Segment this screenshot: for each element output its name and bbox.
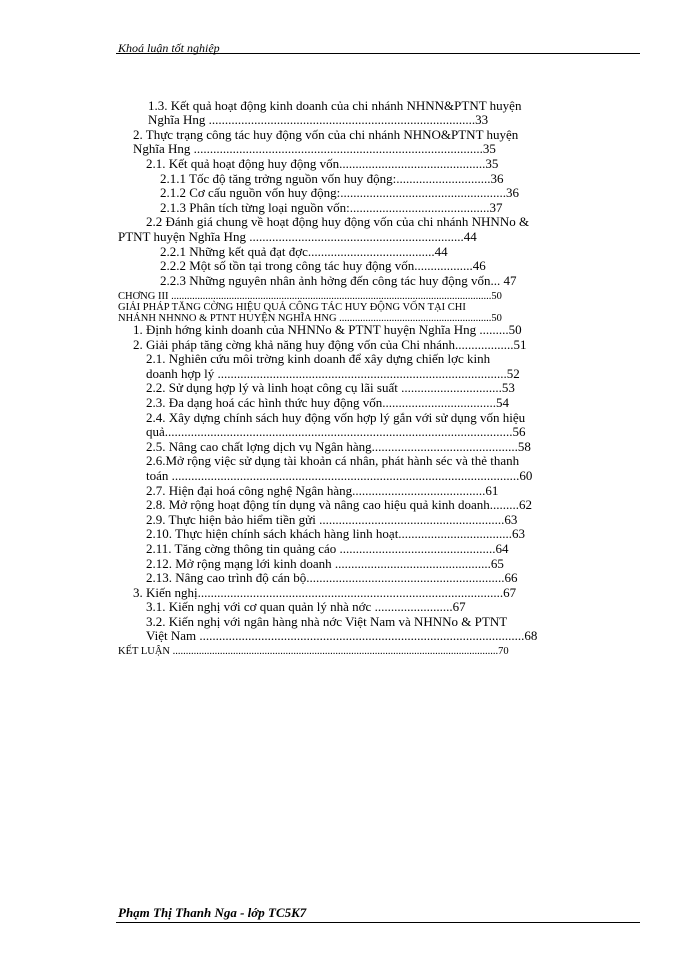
toc-line: 2. Thực trạng công tác huy động vốn của chi nhánh NHNO&PTNT huyện [133, 127, 519, 142]
toc-line: 2.2.2 Một số tồn tại trong công tác huy động vốn..................46 [160, 258, 486, 273]
toc-line: 2.11. Tăng cờng thông tin quảng cáo ................................................64 [146, 541, 509, 556]
toc-line: 2.2.3 Những nguyên nhân ảnh hởng đến công tác huy động vốn... 47 [160, 273, 517, 288]
toc-line: PTNT huyện Nghĩa Hng ..................................................................44 [118, 229, 477, 244]
toc-line: KẾT LUẬN ............................................................................................................................70 [118, 646, 509, 657]
toc-line: 2.10. Thực hiện chính sách khách hàng linh hoạt...................................63 [146, 526, 526, 541]
header-rule [116, 53, 640, 54]
toc-line: 3.1. Kiến nghị với cơ quan quản lý nhà nớc ........................67 [146, 599, 466, 614]
toc-line: Nghĩa Hng ..................................................................................33 [148, 112, 489, 127]
toc-line: doanh hợp lý .........................................................................................52 [146, 366, 520, 381]
toc-line: CHƠNG III ..........................................................................................................................50 [118, 291, 502, 302]
toc-line: 2.1. Kết quả hoạt động huy động vốn.............................................35 [146, 156, 499, 171]
toc-line: 1.3. Kết quả hoạt động kinh doanh của chi nhánh NHNN&PTNT huyện [148, 98, 522, 113]
toc-line: Việt Nam ....................................................................................................68 [146, 628, 538, 643]
toc-line: 2.6.Mở rộng việc sử dụng tài khoản cá nhân, phát hành séc và thẻ thanh [146, 453, 520, 468]
toc-line: 2.5. Nâng cao chất lợng dịch vụ Ngân hàng.............................................58 [146, 439, 531, 454]
toc-line: NHÁNH NHNNO & PTNT HUYỆN NGHĨA HNG ..........................................................50 [118, 313, 502, 324]
toc-line: 2.2. Sử dụng hợp lý và linh hoạt công cụ lãi suất ...............................53 [146, 380, 515, 395]
toc-line: quả...........................................................................................................56 [146, 424, 526, 439]
toc-line: 2. Giải pháp tăng cờng khả năng huy động vốn của Chi nhánh..................51 [133, 337, 527, 352]
toc-line: 2.7. Hiện đại hoá công nghệ Ngân hàng.........................................61 [146, 483, 499, 498]
toc-line: 2.2.1 Những kết quả đạt đợc.......................................44 [160, 244, 448, 259]
footer-rule [116, 922, 640, 923]
toc-line: Nghĩa Hng .........................................................................................35 [133, 141, 496, 156]
toc-line: 2.1.1 Tốc độ tăng trởng nguồn vốn huy động:.............................36 [160, 171, 504, 186]
toc-line: 2.2 Đánh giá chung về hoạt động huy động vốn của chi nhánh NHNNo & [146, 214, 530, 229]
toc-line: 2.1.2 Cơ cấu nguồn vốn huy động:...................................................36 [160, 185, 519, 200]
toc-line: GIẢI PHÁP TĂNG CỜNG HIỆU QUẢ CÔNG TÁC HUY ĐỘNG VỐN TẠI CHI [118, 302, 466, 313]
toc-line: 2.9. Thực hiện bảo hiểm tiền gửi .........................................................63 [146, 512, 518, 527]
toc-line: 3. Kiến nghị..............................................................................................67 [133, 585, 517, 600]
toc-line: 2.8. Mở rộng hoạt động tín dụng và nâng cao hiệu quả kinh doanh.........62 [146, 497, 532, 512]
toc-line: 2.1.3 Phân tích từng loại nguồn vốn:...........................................37 [160, 200, 503, 215]
toc-line: toán ...........................................................................................................60 [146, 468, 533, 483]
toc-line: 2.13. Nâng cao trình độ cán bộ.............................................................66 [146, 570, 518, 585]
toc-line: 2.12. Mở rộng mạng lới kinh doanh ................................................65 [146, 556, 504, 571]
toc-line: 1. Định hớng kinh doanh của NHNNo & PTNT huyện Nghĩa Hng .........50 [133, 322, 522, 337]
page-footer-author: Phạm Thị Thanh Nga - lớp TC5K7 [118, 905, 307, 920]
toc-line: 2.1. Nghiên cứu môi trờng kinh doanh để xây dựng chiến lợc kinh [146, 351, 491, 366]
toc-line: 2.4. Xây dựng chính sách huy động vốn hợp lý gắn với sử dụng vốn hiệu [146, 410, 526, 425]
toc-line: 2.3. Đa dạng hoá các hình thức huy động vốn...................................54 [146, 395, 510, 410]
toc-line: 3.2. Kiến nghị với ngân hàng nhà nớc Việt Nam và NHNNo & PTNT [146, 614, 508, 629]
page-header-title: Khoá luận tốt nghiệp [118, 41, 220, 55]
